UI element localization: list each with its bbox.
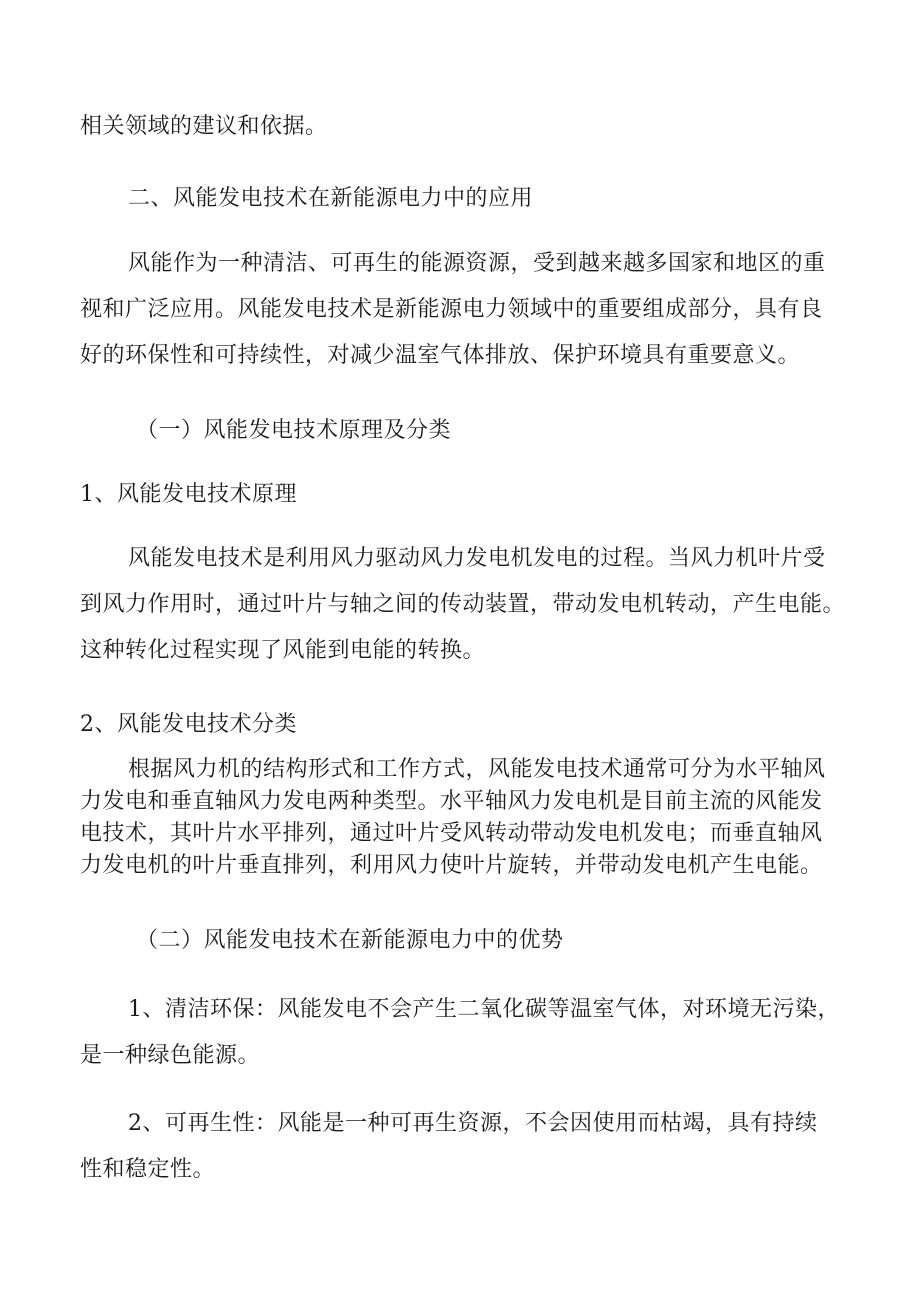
text-line: 2、可再生性：风能是一种可再生资源，不会因使用而枯竭，具有持续 [128, 1111, 818, 1136]
section-heading [80, 176, 840, 222]
text-line: 力发电和垂直轴风力发电两种类型。水平轴风力发电机是目前主流的风能发 [80, 789, 823, 814]
text-line: 力发电机的叶片垂直排列，利用风力使叶片旋转，并带动发电机产生电能。 [80, 853, 823, 878]
paragraph-classification [80, 754, 840, 882]
text-line: 这种转化过程实现了风能到电能的转换。 [80, 638, 486, 663]
paragraph-advantage-clean [80, 987, 840, 1079]
text-line: 相关领域的建议和依据。 [80, 114, 328, 139]
paragraph-principle [80, 536, 846, 674]
item-heading [80, 472, 840, 518]
text-line: 根据风力机的结构形式和工作方式，风能发电技术通常可分为水平轴风 [128, 757, 826, 782]
text-line: 风能作为一种清洁、可再生的能源资源，受到越来越多国家和地区的重 [128, 251, 826, 276]
subsection-heading [80, 408, 840, 454]
subsection-heading [80, 918, 840, 964]
text-line: 到风力作用时，通过叶片与轴之间的传动装置，带动发电机转动，产生电能。 [80, 592, 846, 617]
text-line: 性和稳定性。 [80, 1157, 216, 1182]
text-line: 二、风能发电技术在新能源电力中的应用 [128, 186, 534, 211]
item-heading [80, 702, 840, 748]
text-line: 风能发电技术是利用风力驱动风力发电机发电的过程。当风力机叶片受 [128, 546, 826, 571]
text-line: （一）风能发电技术原理及分类 [136, 418, 452, 443]
paragraph-advantage-renewable [80, 1101, 840, 1193]
text-line: 电技术，其叶片水平排列，通过叶片受风转动带动发电机发电；而垂直轴风 [80, 821, 823, 846]
paragraph-wind-energy [80, 241, 840, 379]
text-line: 1、清洁环保：风能发电不会产生二氧化碳等温室气体，对环境无污染， [128, 997, 840, 1022]
paragraph-intro-tail [80, 104, 840, 150]
text-line: 视和广泛应用。风能发电技术是新能源电力领域中的重要组成部分，具有良 [80, 297, 823, 322]
text-line: 1、风能发电技术原理 [80, 482, 297, 507]
text-line: （二）风能发电技术在新能源电力中的优势 [136, 928, 564, 953]
text-line: 好的环保性和可持续性，对减少温室气体排放、保护环境具有重要意义。 [80, 343, 801, 368]
text-line: 是一种绿色能源。 [80, 1043, 261, 1068]
text-line: 2、风能发电技术分类 [80, 712, 297, 737]
